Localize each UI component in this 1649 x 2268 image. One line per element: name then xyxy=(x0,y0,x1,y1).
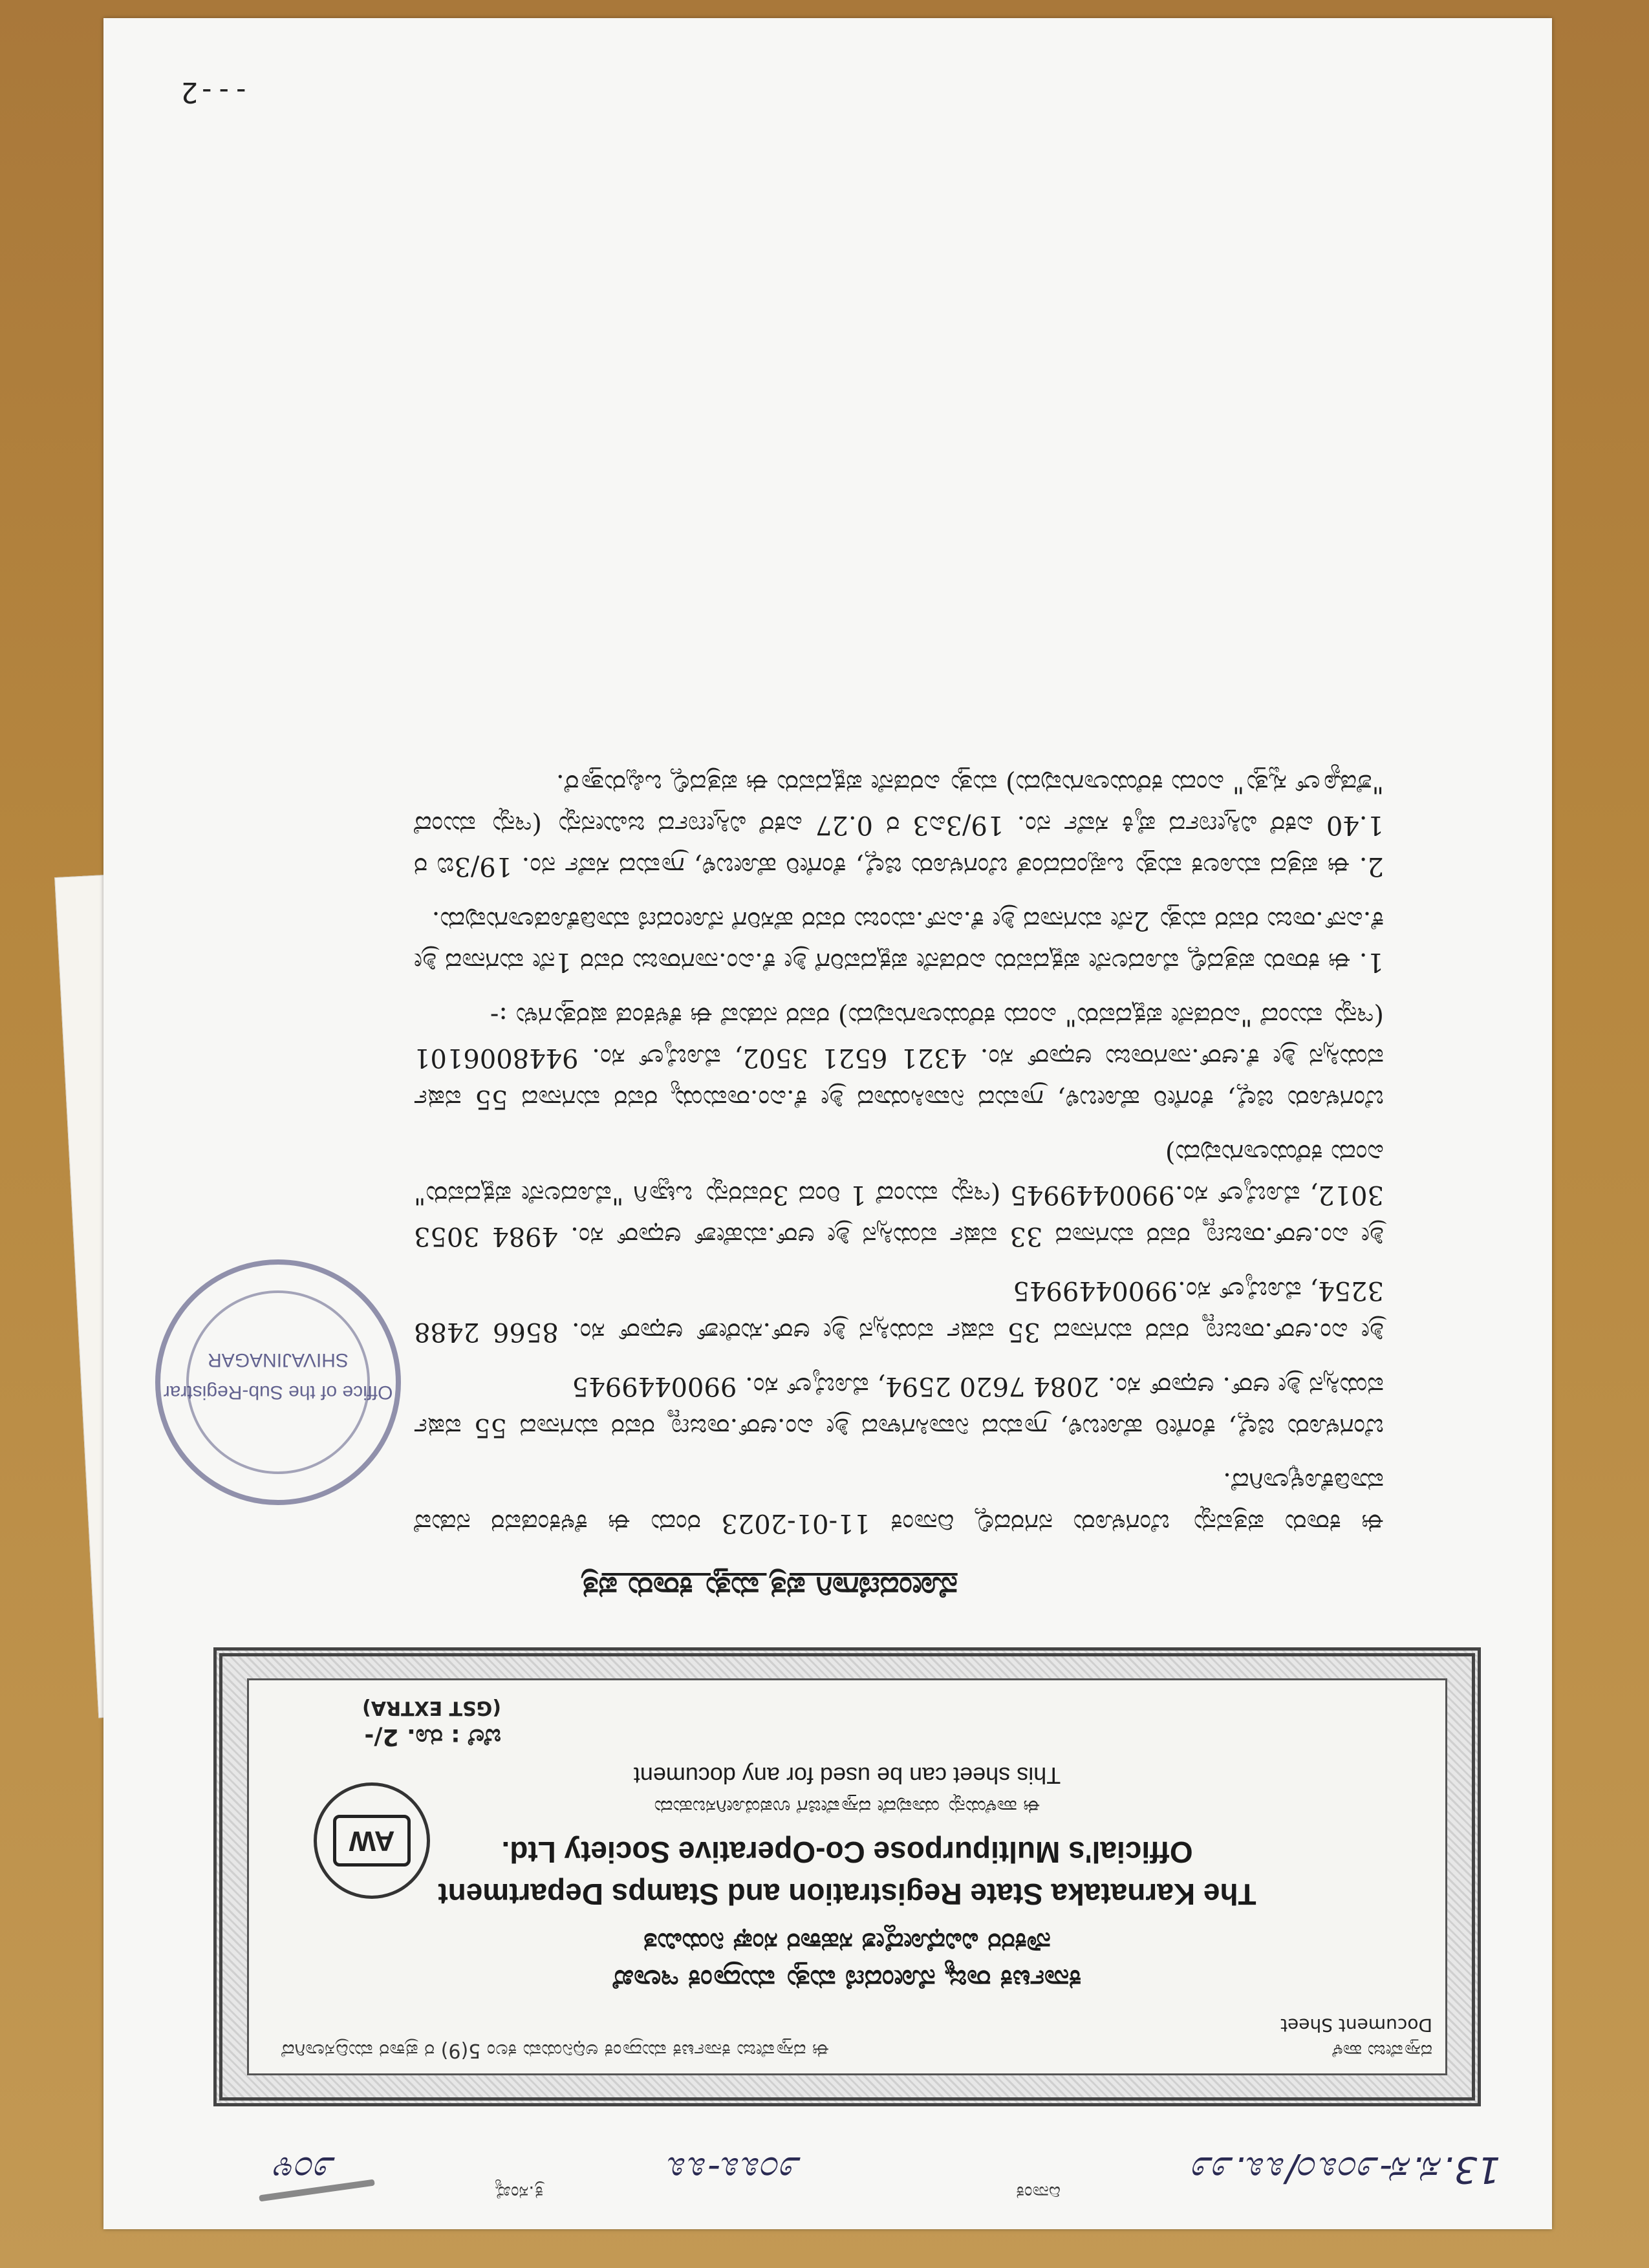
handwritten-ref: 13.ಸ.ಸ-೨೦೩೦/೩೩.೨೨ xyxy=(1193,2148,1500,2190)
english-title-2: Official's Multipurpose Co-Operative Society Ltd. xyxy=(501,1835,1193,1869)
document-body xyxy=(414,750,1384,1544)
handwritten-number: ೨೦೩೩-೩೩ xyxy=(667,2148,802,2190)
party1-paragraph: ಬೆಂಗಳೂರು ಜಿಲ್ಲೆ, ಕೆಂಗೇರಿ ಹೋಬಳಿ, ಗ್ರಾಮದ ನಿವಾಸಿಗಳಾದ ಶ್ರೀ ಎಂ.ಆರ್.ರಾಜಣ್ಣ ರವರ ಮಗನಾದ 55 ವರ್ಷ ವಯಸ್ಸಿನ ಶ್ರೀ ಆರ್. ಆಧಾರ್ ಸಂ. 2084 7620 2594, ಮೊಬೈಲ್ ಸಂ. 9900449945 xyxy=(414,1371,1384,1442)
seal-place: SHIVAJINAGAR xyxy=(208,1349,349,1371)
note-kannada: ಈ ಹಾಳೆಯನ್ನು ಯಾವುದೇ ದಸ್ತಾವೇಜಿಗೆ ಉಪಯೋಗಿಸಬಹುದು xyxy=(654,1795,1040,1818)
party3-paragraph: ಶ್ರೀ ಎಂ.ಆರ್.ರಾಜಣ್ಣ ರವರ ಮಗನಾದ 33 ವರ್ಷ ವಯಸ್ಸಿನ ಶ್ರೀ ಆರ್.ಮಹೇಶ್ ಆಧಾರ್ ಸಂ. 4984 3053 3012, ಮೊಬೈಲ್ ಸಂ.9900449945 (ಇನ್ನು ಮುಂದೆ 1 ರಿಂದ 3ರವರನ್ನು ಒಟ್ಟಾಗಿ "ಮೊದಲನೇ ಪಕ್ಷದವರು" ಎಂದು ಕರೆಯಲಾಗುವುದು) xyxy=(414,1139,1384,1251)
corner-label-kn: ದಸ್ತಾವೇಜು ಹಾಳೆ xyxy=(1332,2040,1432,2062)
party4-paragraph: ಬೆಂಗಳೂರು ಜಿಲ್ಲೆ, ಕೆಂಗೇರಿ ಹೋಬಳಿ, ಗ್ರಾಮದ ನಿವಾಸಿಯಾದ ಶ್ರೀ ಕೆ.ಎಂ.ರಾಮಯ್ಯ ರವರ ಮಗನಾದ 55 ವರ್ಷ ವಯಸ್ಸಿನ ಶ್ರೀ ಕೆ.ಆರ್.ನಾಗರಾಜು ಆಧಾರ್ ಸಂ. 4321 6521 3502, ಮೊಬೈಲ್ ಸಂ. 9448006101 (ಇನ್ನು ಮುಂದೆ "ಎರಡನೇ ಪಕ್ಷದವರು" ಎಂದು ಕರೆಯಲಾಗುವುದು) ರವರ ನಡುವೆ ಈ ಕೆಳಕಂಡ ಷರತ್ತುಗಳು :- xyxy=(414,1001,1384,1114)
page-number: ---2 xyxy=(181,76,250,109)
aw-logo-text: AW xyxy=(333,1815,411,1867)
handwritten-sheet: ೨೦೪ xyxy=(275,2148,336,2190)
clause-2: 2. ಈ ಪತ್ರದ ಮೂಲಕ ಮತ್ತು ಒಪ್ಪಂದದಂತೆ ಬೆಂಗಳೂರು ಜಿಲ್ಲೆ, ಕೆಂಗೇರಿ ಹೋಬಳಿ, ಗ್ರಾಮದ ಸರ್ವೆ ನಂ. 19/3ಬಿ ರ 1.40 ಎಕರೆ ವಿಸ್ತೀರ್ಣದ ಪೈಕಿ ಸರ್ವೆ ನಂ. 19/3ಎ3 ರ 0.27 ಎಕರೆ ವಿಸ್ತೀರ್ಣದ ಜಮೀನನ್ನು (ಇನ್ನು ಮುಂದೆ "ಶೆಡ್ಯೂಲ್ ಸ್ವತ್ತು" ಎಂದು ಕರೆಯಲಾಗುವುದು) ಮತ್ತು ಎರಡನೇ ಪಕ್ಷದವರು ಈ ಪತ್ರದಲ್ಲಿ ಒಪ್ಪಿರುತ್ತಾರೆ. xyxy=(414,769,1384,881)
clause-1: 1. ಈ ಕರಾರು ಪತ್ರದಲ್ಲಿ ಮೊದಲನೇ ಪಕ್ಷದವರು ಎರಡನೇ ಪಕ್ಷದವರಿಗೆ ಶ್ರೀ ಕೆ.ಎಂ.ನಾಗರಾಜು ರವರ 1ನೇ ಮಗನಾದ ಶ್ರೀ ಕೆ.ಎನ್.ರಾಜು ರವರ ಮತ್ತು 2ನೇ ಮಗನಾದ ಶ್ರೀ ಕೆ.ಎನ್.ಮಂಜು ರವರ ಹೆಸರಿಗೆ ನೋಂದಣಿ ಮಾಡಿಕೊಡಲಾಗುವುದು. xyxy=(414,906,1384,977)
corner-label-en: Document Sheet xyxy=(1280,2015,1432,2036)
document-heading: ನೋಂದಣಿಗಾಗಿ ಪತ್ರ ಮತ್ತು ಕರಾರು ಪತ್ರ xyxy=(581,1570,958,1605)
document-page xyxy=(103,18,1552,2229)
stamp-paper-frame xyxy=(213,1647,1481,2106)
header-handwriting xyxy=(129,2119,1513,2216)
stamp-paper-inner xyxy=(247,1678,1447,2075)
statute-note: ಈ ದಸ್ತಾವೇಜು ಕರ್ನಾಟಕ ಮುದ್ರಾಂಕ ಅಧಿನಿಯಮ ಕಲಂ 5(9) ರ ಪ್ರಕಾರ ಮುದ್ರಿಸಲಾಗಿದೆ xyxy=(281,2039,830,2062)
price-label: ಬೆಲೆ : ರೂ. 2/- xyxy=(364,1724,501,1750)
english-title-1: The Karnataka State Registration and Stamps Department xyxy=(438,1878,1256,1911)
gst-label: (GST EXTRA) xyxy=(362,1696,501,1719)
kannada-title-2: ನೌಕರರ ವಿವಿಧೋದ್ದೇಶ ಸಹಕಾರ ಸಂಘ ನಿಯಮಿತ xyxy=(643,1927,1051,1957)
seal-text: Office of the Sub-Registrar xyxy=(163,1382,393,1403)
party2-paragraph: ಶ್ರೀ ಎಂ.ಆರ್.ರಾಜಣ್ಣ ರವರ ಮಗನಾದ 35 ವರ್ಷ ವಯಸ್ಸಿನ ಶ್ರೀ ಆರ್.ಸುರೇಶ್ ಆಧಾರ್ ಸಂ. 8566 2488 3254, ಮೊಬೈಲ್ ಸಂ.9900449945 xyxy=(414,1276,1384,1347)
note-english: This sheet can be used for any document xyxy=(633,1762,1061,1789)
intro-paragraph: ಈ ಕರಾರು ಪತ್ರವನ್ನು ಬೆಂಗಳೂರು ನಗರದಲ್ಲಿ ದಿನಾಂಕ 11-01-2023 ರಂದು ಈ ಕೆಳಕಂಡವರ ನಡುವೆ ಮಾಡಿಕೊಳ್ಳಲಾಗಿದೆ. xyxy=(414,1467,1384,1538)
serial-label: ಕ್ರ.ಸಂಖ್ಯೆ xyxy=(494,2182,543,2203)
date-label: ದಿನಾಂಕ xyxy=(1016,2182,1061,2203)
heading-block xyxy=(155,1567,1384,1609)
kannada-title-1: ಕರ್ನಾಟಕ ರಾಜ್ಯ ನೋಂದಣಿ ಮತ್ತು ಮುದ್ರಾಂಕ ಇಲಾಖೆ xyxy=(612,1964,1082,1996)
sub-registrar-seal xyxy=(155,1259,401,1505)
